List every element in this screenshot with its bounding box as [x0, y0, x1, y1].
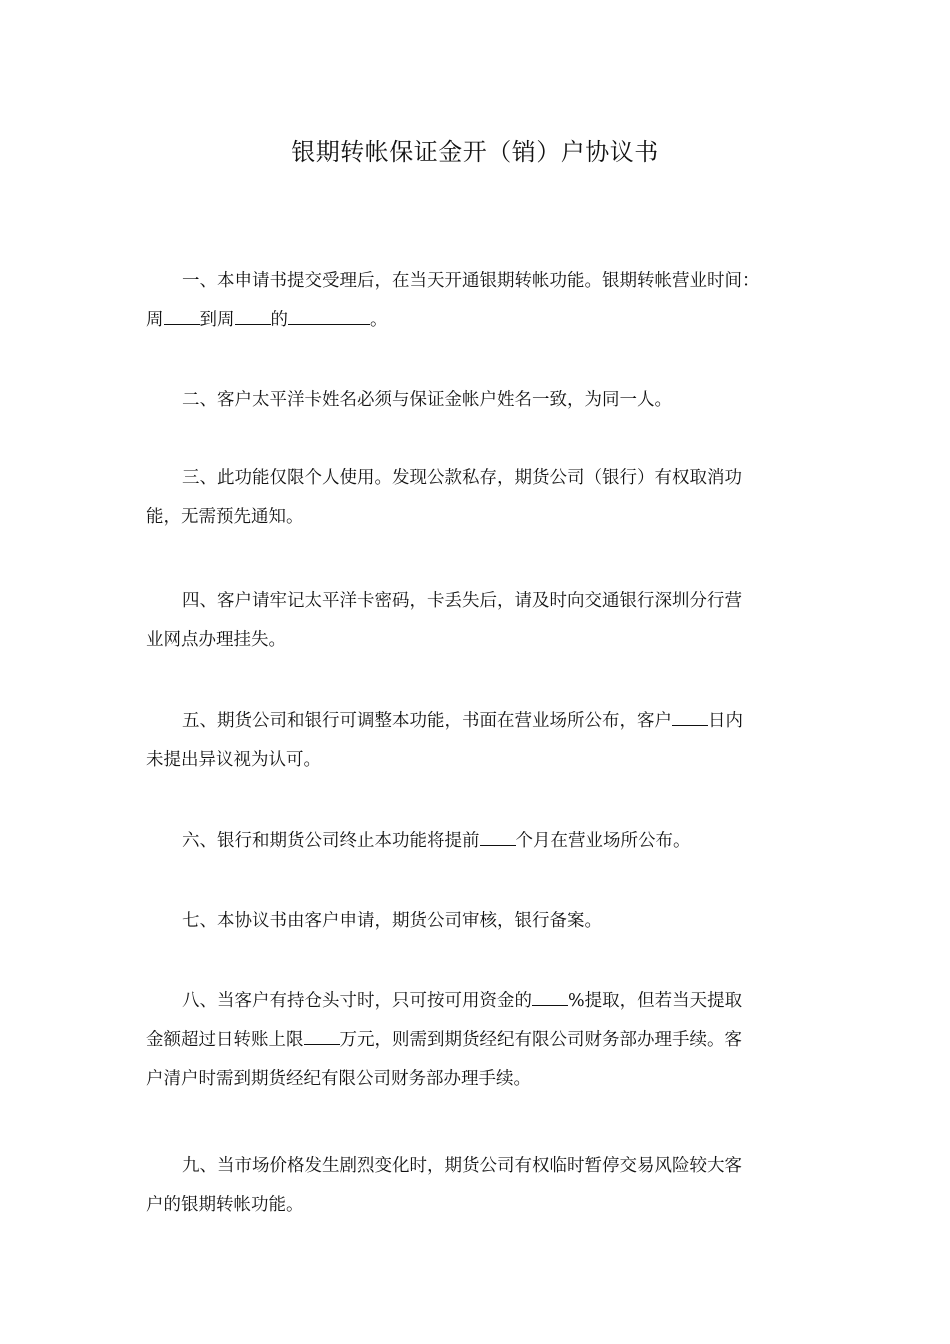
clause-1-line-1: 一、本申请书提交受理后，在当天开通银期转帐功能。银期转帐营业时间：	[182, 271, 760, 291]
clause-8-line-2-after: 万元，则需到期货经纪有限公司财务部办理手续。客	[339, 1030, 742, 1050]
document-title: 银期转帐保证金开（销）户协议书	[291, 138, 659, 166]
clause-3-line-1: 三、此功能仅限个人使用。发现公款私存，期货公司（银行）有权取消功	[182, 468, 742, 488]
clause-2-line-1: 二、客户太平洋卡姓名必须与保证金帐户姓名一致，为同一人。	[182, 390, 672, 410]
clause-1-week-label: 周	[146, 310, 164, 330]
clause-5-text-after: 日内	[708, 711, 743, 731]
blank-hours[interactable]	[288, 306, 370, 325]
clause-5	[146, 702, 806, 780]
blank-withdraw-percent[interactable]	[532, 987, 568, 1006]
clause-8	[146, 982, 806, 1099]
clause-4-line-2: 业网点办理挂失。	[146, 630, 286, 650]
clause-1-line-2	[146, 301, 806, 340]
clause-8-line-2	[146, 1021, 806, 1060]
clause-4-line-1: 四、客户请牢记太平洋卡密码，卡丢失后，请及时向交通银行深圳分行营	[182, 591, 742, 611]
clause-1-end-punct: 。	[370, 310, 388, 330]
blank-notice-months[interactable]	[480, 827, 516, 846]
clause-3	[146, 459, 806, 537]
clause-6	[146, 822, 806, 861]
clause-1-to-label: 到周	[199, 310, 235, 330]
clause-7	[146, 902, 806, 941]
clause-6-line-1	[146, 822, 806, 861]
clause-8-line-2-before: 金额超过日转账上限	[146, 1030, 304, 1050]
clause-1-of-label: 的	[270, 310, 288, 330]
clause-4	[146, 582, 806, 660]
blank-end-day[interactable]	[235, 306, 271, 325]
clause-3-line-2: 能，无需预先通知。	[146, 507, 304, 527]
clause-6-text-before: 六、银行和期货公司终止本功能将提前	[182, 831, 480, 851]
clause-6-text-after: 个月在营业场所公布。	[515, 831, 691, 851]
blank-start-day[interactable]	[164, 306, 200, 325]
clause-9-line-1: 九、当市场价格发生剧烈变化时，期货公司有权临时暂停交易风险较大客	[182, 1156, 742, 1176]
clause-8-text-before: 八、当客户有持仓头寸时，只可按可用资金的	[182, 991, 532, 1011]
clause-7-line-1: 七、本协议书由客户申请，期货公司审核，银行备案。	[182, 911, 602, 931]
clause-9	[146, 1147, 806, 1225]
clause-5-line-1	[146, 702, 806, 741]
blank-daily-limit[interactable]	[304, 1026, 340, 1045]
clause-9-line-2: 户的银期转帐功能。	[146, 1195, 304, 1215]
clause-1	[146, 262, 806, 340]
clause-8-line-1	[146, 982, 806, 1021]
clause-5-line-2: 未提出异议视为认可。	[146, 750, 321, 770]
clause-8-text-after: %提取，但若当天提取	[568, 991, 743, 1011]
clause-8-line-3: 户清户时需到期货经纪有限公司财务部办理手续。	[146, 1069, 531, 1089]
clause-2	[146, 381, 806, 420]
blank-objection-days[interactable]	[672, 707, 708, 726]
clause-5-text-before: 五、期货公司和银行可调整本功能，书面在营业场所公布，客户	[182, 711, 672, 731]
